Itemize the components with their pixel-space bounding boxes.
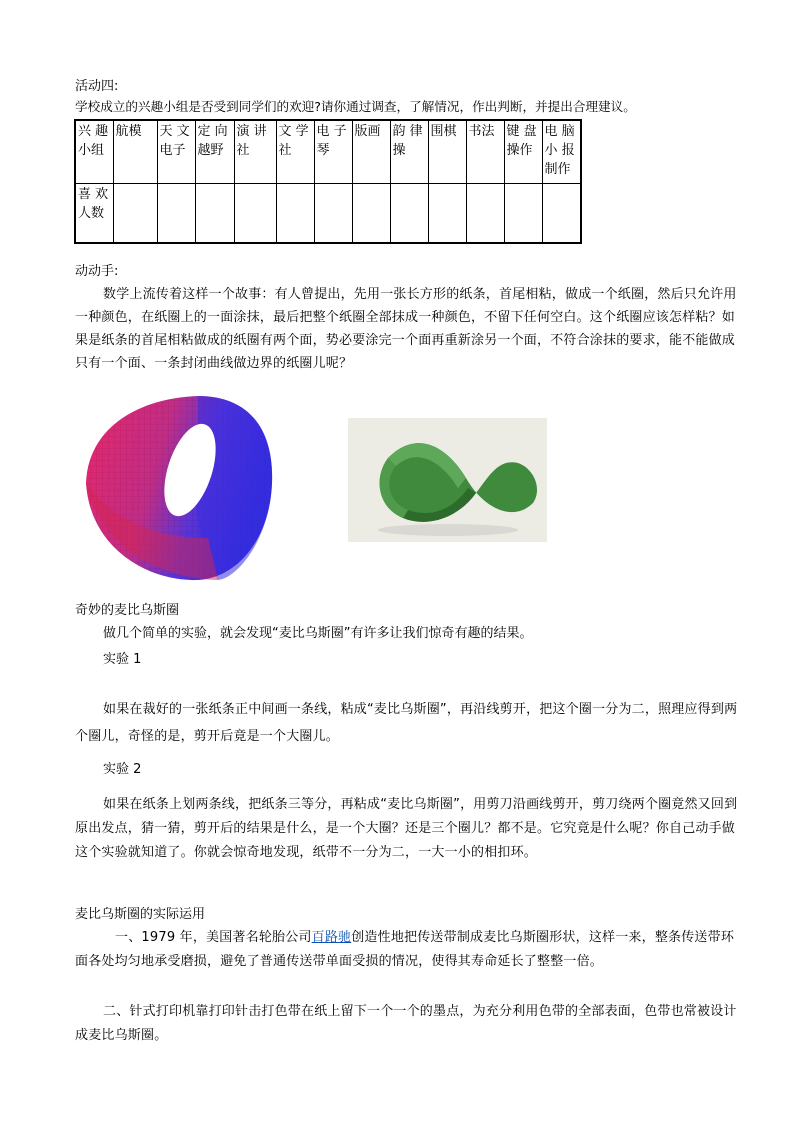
header-cell: 定 向越野 <box>195 120 234 184</box>
table-row <box>75 184 581 244</box>
survey-table <box>74 119 582 244</box>
header-cell: 航模 <box>113 120 157 184</box>
header-cell: 电 子琴 <box>314 120 352 184</box>
mobius-paper-photo <box>348 418 547 542</box>
usage-p1-text: 一、1979 年，美国著名轮胎公司 <box>115 930 312 945</box>
input-cell[interactable] <box>466 184 504 244</box>
header-cell: 兴 趣小组 <box>75 120 113 184</box>
usage-heading: 麦比乌斯圈的实际运用 <box>75 907 206 922</box>
mobius-intro: 做几个简单的实验，就会发现“麦比乌斯圈”有许多让我们惊奇有趣的结果。 <box>103 626 533 641</box>
header-cell: 演 讲社 <box>234 120 276 184</box>
usage-paragraph-1 <box>75 926 739 974</box>
bfgoodrich-link[interactable]: 百路驰 <box>311 930 352 945</box>
mobius-heading: 奇妙的麦比乌斯圈 <box>75 603 180 618</box>
table-header-row <box>75 120 581 184</box>
input-cell[interactable] <box>542 184 581 244</box>
hands-on-heading: 动动手: <box>75 264 119 279</box>
experiment-1-title: 实验 1 <box>103 652 142 667</box>
header-cell: 韵 律操 <box>390 120 428 184</box>
input-cell[interactable] <box>195 184 234 244</box>
input-cell[interactable] <box>113 184 157 244</box>
activity-question: 学校成立的兴趣小组是否受到同学们的欢迎?请你通过调查，了解情况，作出判断，并提出合理建议。 <box>75 99 636 114</box>
experiment-2-title: 实验 2 <box>103 762 142 777</box>
usage-p1-rest: 创造性地把传送带制成麦比乌斯圈形状，这样一来，整条传送带环面各处均匀地承受磨损，避免了普通传送带单面受损的情况，使得其寿命延长了整整一倍。 <box>75 930 735 969</box>
header-cell: 书法 <box>466 120 504 184</box>
input-cell[interactable] <box>352 184 390 244</box>
input-cell[interactable] <box>390 184 428 244</box>
header-cell: 电 脑小 报制作 <box>542 120 581 184</box>
input-cell[interactable] <box>504 184 542 244</box>
hands-on-paragraph: 数学上流传着这样一个故事：有人曾提出，先用一张长方形的纸条，首尾相粘，做成一个纸圈，然后只允许用一种颜色，在纸圈上的一面涂抹，最后把整个纸圈全部抹成一种颜色，不留下任何空白。这个纸圈应该怎样粘？如果是纸条的首尾相粘做成的纸圈有两个面，势必要涂完一个面再重新涂另一个面，不符合涂抹的要求，能不能做成只有一个面、一条封闭曲线做边界的纸圈儿呢？ <box>75 287 737 371</box>
input-cell[interactable] <box>234 184 276 244</box>
row-label-cell: 喜 欢人数 <box>75 184 113 244</box>
mobius-render-icon <box>78 388 276 584</box>
header-cell: 版画 <box>352 120 390 184</box>
header-cell: 围棋 <box>428 120 466 184</box>
header-cell: 文 学社 <box>276 120 314 184</box>
paper-mobius-icon <box>348 418 547 542</box>
input-cell[interactable] <box>428 184 466 244</box>
input-cell[interactable] <box>314 184 352 244</box>
mobius-render-image <box>78 388 276 584</box>
input-cell[interactable] <box>276 184 314 244</box>
input-cell[interactable] <box>157 184 195 244</box>
experiment-1-body: 如果在裁好的一张纸条正中间画一条线，粘成“麦比乌斯圈”，再沿线剪开，把这个圈一分为二，照理应得到两个圈儿，奇怪的是，剪开后竟是一个大圈儿。 <box>75 702 738 744</box>
header-cell: 键 盘操作 <box>504 120 542 184</box>
activity-title: 活动四: <box>75 79 119 94</box>
usage-paragraph-2: 二、针式打印机靠打印针击打色带在纸上留下一个一个的墨点，为充分利用色带的全部表面，色带也常被设计成麦比乌斯圈。 <box>75 1004 737 1043</box>
experiment-2-body: 如果在纸条上划两条线，把纸条三等分，再粘成“麦比乌斯圈”，用剪刀沿画线剪开，剪刀绕两个圈竟然又回到原出发点，猜一猜，剪开后的结果是什么，是一个大圈？还是三个圈儿？都不是。它究竟是什么呢？你自己动手做这个实验就知道了。你就会惊奇地发现，纸带不一分为二，一大一小的相扣环。 <box>75 797 738 860</box>
header-cell: 天 文电子 <box>157 120 195 184</box>
